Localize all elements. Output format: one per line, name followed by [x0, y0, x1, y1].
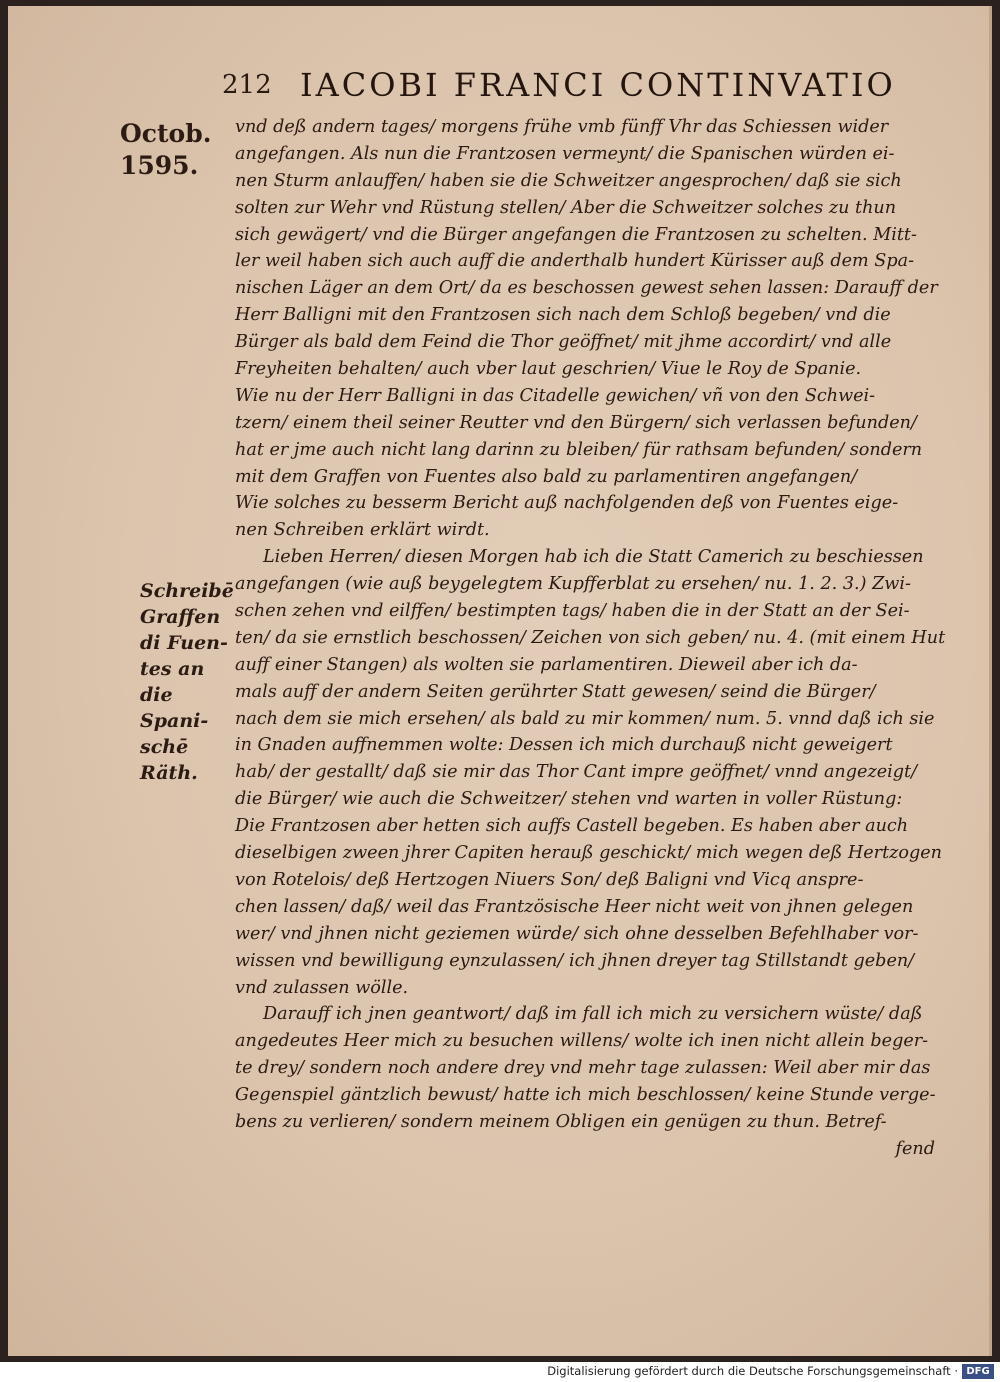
text-line: nen Schreiben erklärt wirdt.: [235, 520, 490, 541]
text-line: hab/ der gestallt/ daß sie mir das Thor Cant impre geöffnet/ vnnd angezeigt/: [235, 762, 918, 783]
margin-note-line: Spani-: [140, 710, 209, 732]
margin-note-line: di Fuen-: [140, 632, 228, 654]
text-line: Darauff ich jnen geantwort/ daß im fall ich mich zu versichern wüste/ daß: [263, 1004, 923, 1025]
text-line: Die Frantzosen aber hetten sich auffs Castell begeben. Es haben aber auch: [235, 816, 909, 837]
text-line: dieselbigen zween jhrer Capiten herauß geschickt/ mich wegen deß Hertzogen: [235, 843, 943, 864]
text-line: angedeutes Heer mich zu besuchen willens/ wolte ich inen nicht allein beger-: [235, 1031, 929, 1052]
text-line: Freyheiten behalten/ auch vber laut geschrien/ Viue le Roy de Spanie.: [235, 359, 862, 380]
text-line: Bürger als bald dem Feind die Thor geöffnet/ mit jhme accordirt/ vnd alle: [235, 332, 892, 353]
text-line: in Gnaden auffnemmen wolte: Dessen ich mich durchauß nicht geweigert: [235, 735, 893, 756]
text-line: vnd zulassen wölle.: [235, 977, 409, 998]
running-title: IACOBI FRANCI CONTINVATIO: [300, 66, 896, 104]
text-line: Wie nu der Herr Balligni in das Citadelle gewichen/ vñ von den Schwei-: [235, 385, 876, 406]
text-line: auff einer Stangen) als wolten sie parlamentiren. Dieweil aber ich da-: [235, 654, 858, 675]
dfg-logo: DFG: [962, 1364, 994, 1379]
margin-note-line: tes an die: [140, 658, 205, 706]
text-line: schen zehen vnd eilffen/ bestimpten tags/ haben die in der Statt an der Sei-: [235, 601, 910, 622]
text-line: Herr Balligni mit den Frantzosen sich nach dem Schloß begeben/ vnd die: [235, 305, 891, 326]
text-line: mals auff der andern Seiten gerührter Statt gewesen/ seind die Bürger/: [235, 681, 876, 702]
margin-date: [120, 118, 230, 182]
margin-note-line: Graffen: [140, 606, 221, 628]
text-line: mit dem Graffen von Fuentes also bald zu parlamentiren angefangen/: [235, 466, 858, 487]
digitization-credit: Digitalisierung gefördert durch die Deutsche Forschungsgemeinschaft ·: [547, 1364, 958, 1378]
margin-note-line: Schreibē: [140, 580, 234, 602]
paragraph-3: [235, 1001, 935, 1162]
text-line: bens zu verlieren/ sondern meinem Obligen ein genügen zu thun. Betref-: [235, 1111, 887, 1132]
text-line: ten/ da sie ernstlich beschossen/ Zeichen von sich geben/ nu. 4. (mit einem Hut: [235, 627, 946, 648]
text-line: nischen Läger an dem Ort/ da es beschossen gewest sehen lassen: Darauff der: [235, 278, 938, 299]
text-line: chen lassen/ daß/ weil das Frantzösische Heer nicht weit von jhnen gelegen: [235, 896, 914, 917]
margin-note: [140, 578, 235, 786]
text-line: nach dem sie mich ersehen/ als bald zu mir kommen/ num. 5. vnnd daß ich sie: [235, 708, 935, 729]
text-line: Gegenspiel gäntzlich bewust/ hatte ich mich beschlossen/ keine Stunde verge-: [235, 1085, 936, 1106]
text-line: tzern/ einem theil seiner Reutter vnd den Bürgern/ sich verlassen befunden/: [235, 412, 917, 433]
text-line: die Bürger/ wie auch die Schweitzer/ stehen vnd warten in voller Rüstung:: [235, 789, 903, 810]
footer: [0, 1362, 1000, 1382]
body-text: [235, 114, 946, 1163]
page-header: [222, 66, 896, 106]
text-line: solten zur Wehr vnd Rüstung stellen/ Aber die Schweitzer solches zu thun: [235, 197, 897, 218]
margin-month: Octob.: [120, 119, 212, 148]
text-line: sich gewägert/ vnd die Bürger angefangen die Frantzosen zu schelten. Mitt-: [235, 224, 917, 245]
text-line: te drey/ sondern noch andere drey vnd mehr tage zulassen: Weil aber mir das: [235, 1058, 931, 1079]
text-line: ler weil haben sich auch auff die anderthalb hundert Kürisser auß dem Spa-: [235, 251, 915, 272]
text-line: von Rotelois/ deß Hertzogen Niuers Son/ deß Baligni vnd Vicq anspre-: [235, 869, 864, 890]
text-line: Lieben Herren/ diesen Morgen hab ich die Statt Camerich zu beschiessen: [263, 547, 924, 568]
text-line: wer/ vnd jhnen nicht geziemen würde/ sich ohne desselben Befehlhaber vor-: [235, 923, 919, 944]
text-line: Wie solches zu besserm Bericht auß nachfolgenden deß von Fuentes eige-: [235, 493, 899, 514]
margin-note-line: schē Räth.: [140, 736, 198, 784]
text-line: vnd deß andern tages/ morgens frühe vmb fünff Vhr das Schiessen wider: [235, 117, 889, 137]
text-line: nen Sturm anlauffen/ haben sie die Schweitzer angesprochen/ daß sie sich: [235, 170, 902, 191]
margin-year: 1595.: [120, 151, 199, 180]
paragraph-2: [235, 544, 946, 1001]
text-line: wissen vnd bewilligung eynzulassen/ ich jhnen dreyer tag Stillstandt geben/: [235, 950, 915, 971]
catchword: fend: [895, 1138, 935, 1159]
text-line: hat er jme auch nicht lang darinn zu bleiben/ für rathsam befunden/ sondern: [235, 439, 923, 460]
text-line: angefangen (wie auß beygelegtem Kupfferblat zu ersehen/ nu. 1. 2. 3.) Zwi-: [235, 574, 911, 595]
page-number: 212: [222, 70, 272, 100]
paragraph-1: [235, 114, 938, 544]
text-line: angefangen. Als nun die Frantzosen vermeynt/ die Spanischen würden ei-: [235, 143, 895, 164]
